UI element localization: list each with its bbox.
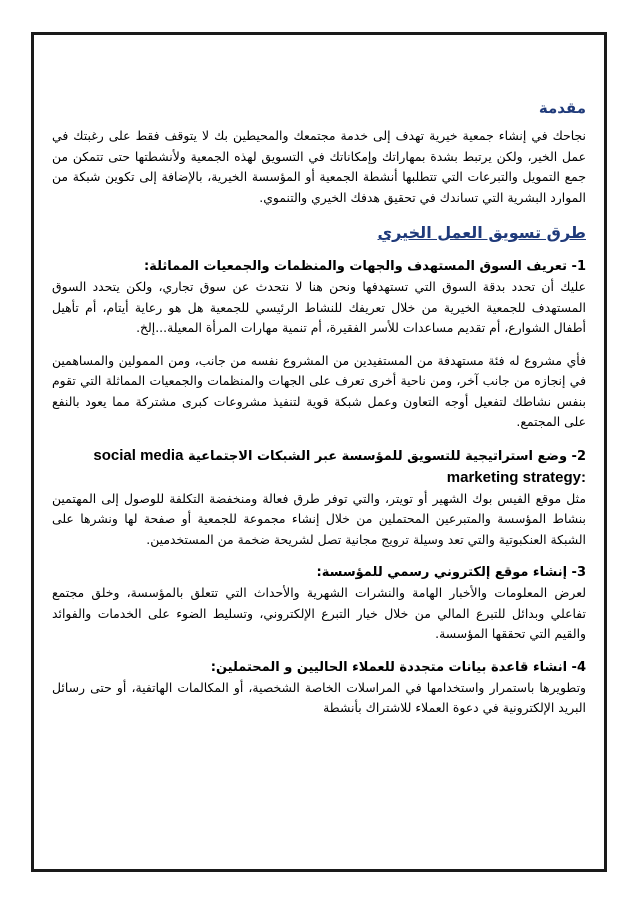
item-2 <box>52 445 586 551</box>
item-2-paragraph-1: مثل موقع الفيس بوك الشهير أو تويتر، والتي توفر طرق فعالة ومنخفضة التكلفة للوصول إلى المهتمين بنشاط المؤسسة والمتبرعين المحتملين من خلال إنشاء مجموعة للجمعية أو صفحة لها ونشرها على الشبكة العنكبوتية والتي تعد وسيلة ترويج مجانية تصل لشريحة ضخمة من المستخدمين. <box>52 490 586 547</box>
document-body <box>52 98 586 719</box>
intro-paragraph: نجاحك في إنشاء جمعية خيرية تهدف إلى خدمة مجتمعك والمحيطين بك لا يتوقف فقط على رغبتك في عمل الخير، ولكن يرتبط بشدة بمهاراتك وإمكاناتك في التسويق لهذه الجمعية ولأنشطتها حتى تتمكن من جمع التمويل والتبرعات التي تتطلبها أنشطة الجمعية أو المؤسسة الخيرية، بالإضافة إلى تكوين شبكة من الموارد البشرية التي تساندك في تحقيق هدفك الخيري والتنموي. <box>52 128 586 205</box>
section-title: طرق تسويق العمل الخيري <box>377 223 586 242</box>
item-3-paragraph-1: لعرض المعلومات والأخبار الهامة والنشرات الشهرية والأحداث التي تتعلق بالمؤسسة، وخلق مجتمع تفاعلي وبدائل للتبرع المالي من خلال خيار التبرع الإلكتروني، وتسليط الضوء على الخدمات والفوائد والقيم التي تحققها المؤسسة. <box>52 585 586 641</box>
item-4-heading: 4- انشاء قاعدة بيانات متجددة للعملاء الحاليين و المحتملين: <box>210 659 586 675</box>
item-3-heading: 3- إنشاء موقع إلكتروني رسمي للمؤسسة: <box>316 565 586 580</box>
item-4-paragraph-1: وتطويرها باستمرار واستخدامها في المراسلات الخاصة الشخصية، أو المكالمات الهاتفية، أو حتى رسائل البريد الإلكترونية في دعوة العملاء للاشتراك بأنشطة <box>52 679 586 715</box>
item-4 <box>52 657 586 719</box>
intro-heading: مقدمة <box>538 99 586 117</box>
item-1 <box>52 256 586 433</box>
item-1-heading: 1- تعريف السوق المستهدف والجهات والمنظمات والجمعيات المماثلة: <box>143 259 586 274</box>
item-1-paragraph-1: عليك أن تحدد بدقة السوق التي تستهدفها ونحن هنا لا نتحدث عن سوق تجاري، ولكن يتحدد السوق المستهدف للجمعية الخيرية من خلال تعريفك للنشاط الرئيسي للجمعية هل هو رعاية أيتام، أم تأهيل أطفال الشوارع، أم تقديم مساعدات للأسر الفقيرة، أم تنمية مهارات المرأة المعيلة...إلخ. <box>52 279 586 335</box>
item-2-heading-latin: social media marketing strategy: <box>93 446 586 486</box>
item-3 <box>52 562 586 645</box>
item-1-paragraph-2: فأي مشروع له فئة مستهدفة من المستفيدين من المشروع نفسه من جانب، ومن الممولين والمساهمين في إنجازه من جانب آخر، ومن ناحية أخرى تعرف على الجهات والمنظمات والجمعيات المماثلة التي تقوم بنفس نشاطك لتفعيل أوجه التعاون وعمل شبكة قوية لتنفيذ مشروعات كبرى مشتركة مما يعود بالنفع على المجتمع. <box>52 352 586 429</box>
item-2-heading-arabic: 2- وضع استراتيجية للتسويق للمؤسسة عبر الشبكات الاجتماعية <box>187 448 586 464</box>
item-2-heading <box>52 445 586 489</box>
